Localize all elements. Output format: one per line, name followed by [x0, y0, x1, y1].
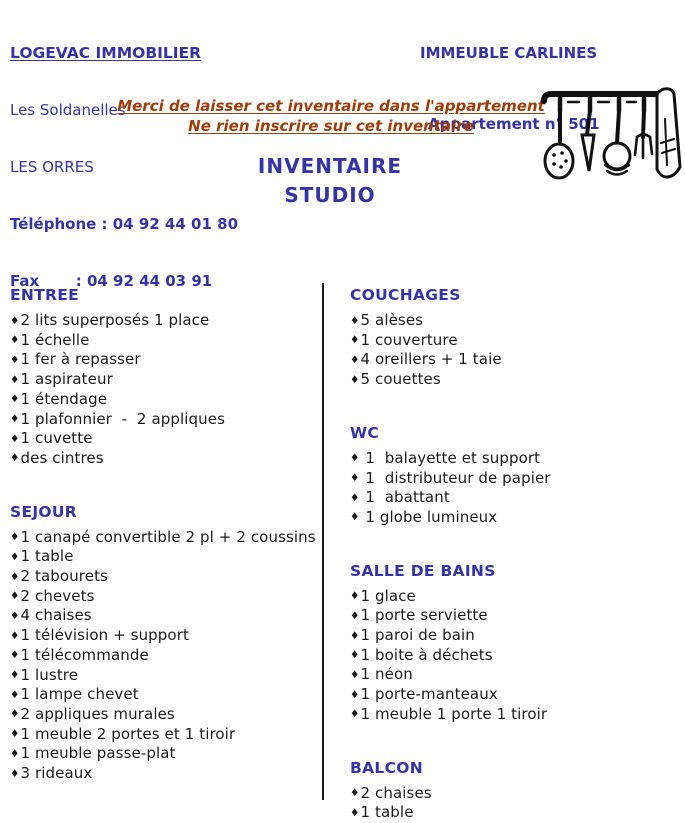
- diamond-bullet-icon: ♦: [350, 668, 360, 681]
- inventory-item: [350, 331, 675, 351]
- section-entree: [10, 286, 310, 469]
- section-heading: SALLE DE BAINS: [350, 561, 496, 580]
- diamond-bullet-icon: ♦: [350, 649, 360, 662]
- diamond-bullet-icon: ♦: [10, 767, 20, 780]
- diamond-bullet-icon: ♦: [10, 314, 20, 327]
- inventory-item: [10, 764, 310, 784]
- item-text: 1 distributeur de papier: [360, 468, 551, 487]
- diamond-bullet-icon: ♦: [350, 373, 360, 386]
- diamond-bullet-icon: ♦: [350, 609, 360, 622]
- inventory-item: [10, 725, 310, 745]
- diamond-bullet-icon: ♦: [350, 511, 360, 524]
- inventory-item: [350, 469, 675, 489]
- diamond-bullet-icon: ♦: [10, 629, 20, 642]
- inventory-item: [10, 606, 310, 626]
- diamond-bullet-icon: ♦: [10, 570, 20, 583]
- item-text: 1 télévision + support: [20, 626, 189, 645]
- item-text: 1 table: [360, 803, 414, 822]
- right-column: [350, 286, 675, 823]
- item-text: 1 meuble passe-plat: [20, 744, 176, 763]
- inventory-item: [350, 803, 675, 823]
- inventory-item: [10, 646, 310, 666]
- diamond-bullet-icon: ♦: [10, 413, 20, 426]
- agency-address-line1: Les Soldanelles: [10, 101, 126, 119]
- agency-name: LOGEVAC IMMOBILIER: [10, 44, 202, 62]
- item-text: 5 alèses: [360, 311, 424, 329]
- inventory-item: [10, 527, 316, 548]
- section-items: [350, 587, 675, 725]
- item-text: des cintres: [20, 448, 104, 467]
- inventory-item: [350, 508, 675, 528]
- item-text: 1 glace: [360, 586, 416, 605]
- item-text: 1 porte serviette: [360, 606, 488, 625]
- diamond-bullet-icon: ♦: [10, 747, 20, 760]
- item-text: 1 télécommande: [20, 645, 149, 664]
- item-text: 1 canapé convertible 2 pl + 2 coussins: [20, 527, 316, 546]
- section-balcon: [350, 759, 675, 823]
- inventory-item: [10, 567, 310, 587]
- notice-line-2: Ne rien inscrire sur cet inventaire: [188, 117, 474, 135]
- diamond-bullet-icon: ♦: [350, 314, 360, 327]
- inventory-item: [10, 666, 310, 686]
- inventory-item: [10, 350, 310, 370]
- section-heading: WC: [350, 423, 380, 442]
- item-text: 1 porte-manteaux: [360, 685, 498, 704]
- inventory-item: [10, 685, 310, 705]
- item-text: 3 rideaux: [20, 764, 93, 783]
- item-text: 1 lampe chevet: [20, 685, 139, 704]
- diamond-bullet-icon: ♦: [10, 708, 20, 721]
- section-items: [10, 311, 310, 469]
- document-title-line1: INVENTAIRE: [257, 154, 403, 178]
- item-text: 1 paroi de bain: [360, 626, 475, 645]
- item-text: 2 appliques murales: [20, 704, 175, 723]
- section-items: [10, 527, 316, 784]
- item-text: 2 lits superposés 1 place: [20, 311, 210, 329]
- inventory-item: [350, 626, 675, 646]
- inventory-item: [10, 626, 310, 646]
- inventory-item: [10, 429, 310, 449]
- item-text: 2 tabourets: [20, 567, 108, 586]
- item-text: 5 couettes: [360, 370, 441, 389]
- inventory-item: [10, 370, 310, 390]
- item-text: 1 néon: [360, 665, 413, 684]
- inventory-item: [10, 410, 310, 430]
- section-heading: ENTREE: [10, 286, 80, 304]
- section-salle-de-bains: [350, 562, 675, 725]
- inventory-item: [10, 331, 310, 351]
- inventory-item: [10, 705, 310, 725]
- inventory-item: [10, 449, 310, 469]
- item-text: 1 abattant: [360, 488, 450, 507]
- diamond-bullet-icon: ♦: [350, 491, 360, 504]
- inventory-item: [350, 488, 675, 508]
- inventory-item: [350, 587, 675, 607]
- document-title: [0, 152, 660, 210]
- section-heading: SEJOUR: [10, 502, 78, 521]
- diamond-bullet-icon: ♦: [350, 590, 360, 603]
- item-text: 1 meuble 2 portes et 1 tiroir: [20, 724, 236, 743]
- notice-line-1: Merci de laisser cet inventaire dans l'appartement: [117, 97, 545, 115]
- inventory-item: [10, 311, 310, 331]
- diamond-bullet-icon: ♦: [10, 452, 20, 465]
- section-heading: BALCON: [350, 758, 424, 777]
- section-items: [350, 449, 675, 528]
- diamond-bullet-icon: ♦: [350, 629, 360, 642]
- inventory-item: [350, 784, 675, 804]
- agency-phone: Téléphone : 04 92 44 01 80: [10, 215, 239, 233]
- section-items: [350, 784, 675, 823]
- diamond-bullet-icon: ♦: [350, 452, 360, 465]
- diamond-bullet-icon: ♦: [10, 432, 20, 445]
- inventory-item: [10, 390, 310, 410]
- section-couchages: [350, 286, 675, 390]
- diamond-bullet-icon: ♦: [350, 806, 360, 819]
- inventory-item: [350, 665, 675, 685]
- section-sejour: [10, 502, 316, 784]
- item-text: 1 couverture: [360, 330, 458, 349]
- section-heading: COUCHAGES: [350, 286, 461, 304]
- diamond-bullet-icon: ♦: [10, 590, 20, 603]
- diamond-bullet-icon: ♦: [10, 353, 20, 366]
- diamond-bullet-icon: ♦: [350, 708, 360, 721]
- item-text: 1 plafonnier - 2 appliques: [20, 409, 225, 428]
- diamond-bullet-icon: ♦: [350, 688, 360, 701]
- item-text: 1 globe lumineux: [360, 507, 498, 526]
- inventory-item: [350, 311, 675, 331]
- item-text: 2 chaises: [360, 783, 432, 802]
- item-text: 1 aspirateur: [20, 370, 113, 389]
- diamond-bullet-icon: ♦: [10, 373, 20, 386]
- diamond-bullet-icon: ♦: [350, 353, 360, 366]
- diamond-bullet-icon: ♦: [10, 393, 20, 406]
- inventory-item: [10, 587, 310, 607]
- inventory-item: [350, 606, 675, 626]
- item-text: 1 lustre: [20, 665, 79, 684]
- item-text: 4 oreillers + 1 taie: [360, 350, 502, 369]
- diamond-bullet-icon: ♦: [10, 669, 20, 682]
- item-text: 1 table: [20, 547, 74, 566]
- column-divider-line: [322, 283, 324, 800]
- diamond-bullet-icon: ♦: [10, 531, 20, 544]
- document-title-line2: STUDIO: [284, 183, 376, 207]
- diamond-bullet-icon: ♦: [10, 649, 20, 662]
- diamond-bullet-icon: ♦: [10, 550, 20, 563]
- item-text: 2 chevets: [20, 586, 95, 605]
- inventory-item: [350, 370, 675, 390]
- item-text: 1 échelle: [20, 330, 90, 349]
- diamond-bullet-icon: ♦: [350, 334, 360, 347]
- apartment-number: Appartement n° 501: [428, 115, 600, 133]
- inventory-item: [10, 547, 310, 567]
- diamond-bullet-icon: ♦: [10, 728, 20, 741]
- item-text: 4 chaises: [20, 606, 92, 625]
- section-items: [350, 311, 675, 390]
- item-text: 1 fer à repasser: [20, 350, 141, 369]
- section-wc: [350, 424, 675, 528]
- building-name: IMMEUBLE CARLINES: [420, 44, 598, 62]
- item-text: 1 meuble 1 porte 1 tiroir: [360, 704, 548, 723]
- inventory-item: [350, 449, 675, 469]
- inventory-item: [350, 685, 675, 705]
- left-column: [10, 286, 316, 784]
- item-text: 1 cuvette: [20, 429, 93, 448]
- item-text: 1 boite à déchets: [360, 645, 493, 664]
- agency-address-line2: LES ORRES: [10, 158, 94, 176]
- diamond-bullet-icon: ♦: [350, 787, 360, 800]
- item-text: 1 étendage: [20, 389, 108, 408]
- agency-fax: Fax : 04 92 44 03 91: [10, 272, 213, 290]
- diamond-bullet-icon: ♦: [350, 472, 360, 485]
- inventory-item: [350, 705, 675, 725]
- diamond-bullet-icon: ♦: [10, 334, 20, 347]
- diamond-bullet-icon: ♦: [10, 609, 20, 622]
- diamond-bullet-icon: ♦: [10, 688, 20, 701]
- inventory-item: [350, 350, 675, 370]
- item-text: 1 balayette et support: [360, 448, 541, 467]
- inventory-item: [10, 744, 310, 764]
- inventory-item: [350, 646, 675, 666]
